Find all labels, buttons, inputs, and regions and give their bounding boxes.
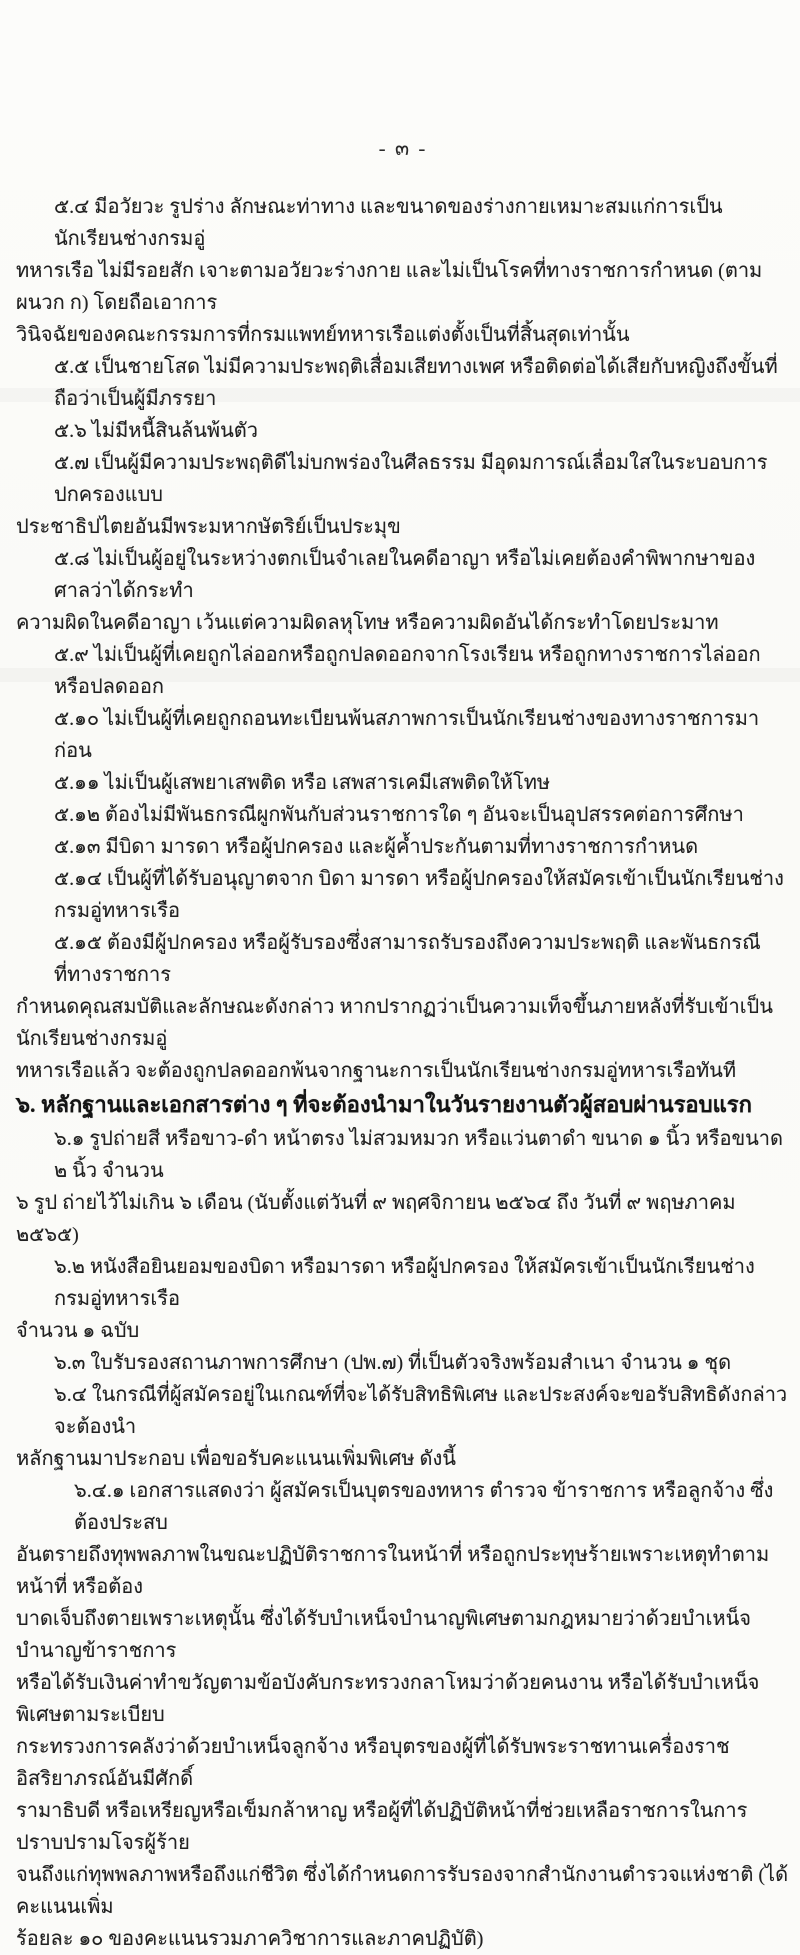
- clause-5-9: [16, 639, 790, 703]
- text-line: ๖.๒ หนังสือยินยอมของบิดา หรือมารดา หรือผู้ปกครอง ให้สมัครเข้าเป็นนักเรียนช่างกรมอู่ทหารเรือ: [54, 1256, 755, 1310]
- text-line: ๕.๑๐ ไม่เป็นผู้ที่เคยถูกถอนทะเบียนพ้นสภาพการเป็นนักเรียนช่างของทางราชการมาก่อน: [54, 708, 760, 762]
- text-line: ประชาธิปไตยอันมีพระมหากษัตริย์เป็นประมุข: [16, 516, 401, 538]
- text-line: ทหารเรือแล้ว จะต้องถูกปลดออกพ้นจากฐานะการเป็นนักเรียนช่างกรมอู่ทหารเรือทันที: [16, 1060, 737, 1082]
- text-line: ๕.๔ มีอวัยวะ รูปร่าง ลักษณะท่าทาง และขนาดของร่างกายเหมาะสมแก่การเป็นนักเรียนช่างกรมอู่: [54, 196, 723, 250]
- clause-5-12: [16, 799, 790, 831]
- text-line: ๕.๑๕ ต้องมีผู้ปกครอง หรือผู้รับรองซึ่งสามารถรับรองถึงความประพฤติ และพันธกรณีที่ทางราชการ: [54, 932, 761, 986]
- text-line: ๕.๑๑ ไม่เป็นผู้เสพยาเสพติด หรือ เสพสารเคมีเสพติดให้โทษ: [54, 772, 551, 794]
- text-line: วินิจฉัยของคณะกรรมการที่กรมแพทย์ทหารเรือแต่งตั้งเป็นที่สิ้นสุดเท่านั้น: [16, 324, 630, 346]
- clause-5-10: [16, 703, 790, 767]
- clause-5-8: [16, 543, 790, 639]
- text-line: หรือได้รับเงินค่าทำขวัญตามข้อบังคับกระทรวงกลาโหมว่าด้วยคนงาน หรือได้รับบำเหน็จพิเศษตามระเบียบ: [16, 1672, 760, 1726]
- text-line: ๖.๔ ในกรณีที่ผู้สมัครอยู่ในเกณฑ์ที่จะได้รับสิทธิพิเศษ และประสงค์จะขอรับสิทธิดังกล่าว จะต้องนำ: [54, 1384, 788, 1438]
- clause-5-11: [16, 767, 790, 799]
- clause-6-1: [16, 1123, 790, 1251]
- clause-5-15: [16, 927, 790, 1087]
- text-line: ๕.๙ ไม่เป็นผู้ที่เคยถูกไล่ออกหรือถูกปลดออกจากโรงเรียน หรือถูกทางราชการไล่ออก หรือปลดออก: [54, 644, 761, 698]
- text-line: ๕.๗ เป็นผู้มีความประพฤติดีไม่บกพร่องในศีลธรรม มีอุดมการณ์เลื่อมใสในระบอบการปกครองแบบ: [54, 452, 768, 506]
- clause-6-4: [16, 1379, 790, 1475]
- document-body: [16, 191, 790, 1955]
- text-line: จนถึงแก่ทุพพลภาพหรือถึงแก่ชีวิต ซึ่งได้กำหนดการรับรองจากสำนักงานตำรวจแห่งชาติ (ได้คะแนนเพิ่ม: [16, 1864, 789, 1918]
- text-line: ๖.๔.๑ เอกสารแสดงว่า ผู้สมัครเป็นบุตรของทหาร ตำรวจ ข้าราชการ หรือลูกจ้าง ซึ่งต้องประสบ: [74, 1480, 774, 1534]
- clause-6-4-1: [16, 1475, 790, 1955]
- text-line: ทหารเรือ ไม่มีรอยสัก เจาะตามอวัยวะร่างกาย และไม่เป็นโรคที่ทางราชการกำหนด (ตามผนวก ก) โดยถือเอาการ: [16, 260, 763, 314]
- text-line: ๕.๘ ไม่เป็นผู้อยู่ในระหว่างตกเป็นจำเลยในคดีอาญา หรือไม่เคยต้องคำพิพากษาของศาลว่าได้กระทำ: [54, 548, 756, 602]
- clause-5-7: [16, 447, 790, 543]
- text-line: กระทรวงการคลังว่าด้วยบำเหน็จลูกจ้าง หรือบุตรของผู้ที่ได้รับพระราชทานเครื่องราชอิสริยาภรณ์อันมีศักดิ์: [16, 1736, 730, 1790]
- text-line: ๖ รูป ถ่ายไว้ไม่เกิน ๖ เดือน (นับตั้งแต่วันที่ ๙ พฤศจิกายน ๒๕๖๔ ถึง วันที่ ๙ พฤษภาคม ๒๕๖๕): [16, 1192, 736, 1246]
- text-line: ๖. หลักฐานและเอกสารต่าง ๆ ที่จะต้องนำมาในวันรายงานตัวผู้สอบผ่านรอบแรก: [16, 1092, 752, 1117]
- text-line: จำนวน ๑ ฉบับ: [16, 1320, 140, 1342]
- text-line: รามาธิบดี หรือเหรียญหรือเข็มกล้าหาญ หรือผู้ที่ได้ปฏิบัติหน้าที่ช่วยเหลือราชการในการปราบปรามโจรผู้ร้าย: [16, 1800, 748, 1854]
- text-line: ๖.๑ รูปถ่ายสี หรือขาว-ดำ หน้าตรง ไม่สวมหมวก หรือแว่นตาดำ ขนาด ๑ นิ้ว หรือขนาด ๒ นิ้ว จำนวน: [54, 1128, 784, 1182]
- clause-5-13: [16, 831, 790, 863]
- text-line: ๖.๓ ใบรับรองสถานภาพการศึกษา (ปพ.๗) ที่เป็นตัวจริงพร้อมสำเนา จำนวน ๑ ชุด: [54, 1352, 732, 1374]
- text-line: บาดเจ็บถึงตายเพราะเหตุนั้น ซึ่งได้รับบำเหน็จบำนาญพิเศษตามกฎหมายว่าด้วยบำเหน็จบำนาญข้าราชการ: [16, 1608, 751, 1662]
- text-line: อันตรายถึงทุพพลภาพในขณะปฏิบัติราชการในหน้าที่ หรือถูกประทุษร้ายเพราะเหตุทำตามหน้าที่ หรือต้อง: [16, 1544, 770, 1598]
- text-line: หลักฐานมาประกอบ เพื่อขอรับคะแนนเพิ่มพิเศษ ดังนี้: [16, 1448, 456, 1470]
- text-line: ๕.๑๒ ต้องไม่มีพันธกรณีผูกพันกับส่วนราชการใด ๆ อันจะเป็นอุปสรรคต่อการศึกษา: [54, 804, 744, 826]
- text-line: ๕.๕ เป็นชายโสด ไม่มีความประพฤติเสื่อมเสียทางเพศ หรือติดต่อได้เสียกับหญิงถึงขั้นที่ถือว่าเป็นผู้มีภรรยา: [54, 356, 778, 410]
- clause-6-3: [16, 1347, 790, 1379]
- clause-5-4: [16, 191, 790, 351]
- text-line: ๕.๑๓ มีบิดา มารดา หรือผู้ปกครอง และผู้ค้ำประกันตามที่ทางราชการกำหนด: [54, 836, 699, 858]
- text-line: กำหนดคุณสมบัติและลักษณะดังกล่าว หากปรากฏว่าเป็นความเท็จขึ้นภายหลังที่รับเข้าเป็นนักเรียนช่างกรมอู่: [16, 996, 773, 1050]
- clause-6-2: [16, 1251, 790, 1347]
- clause-5-6: [16, 415, 790, 447]
- clause-5-5: [16, 351, 790, 415]
- text-line: ร้อยละ ๑๐ ของคะแนนรวมภาควิชาการและภาคปฏิบัติ): [16, 1928, 484, 1950]
- text-line: ๕.๖ ไม่มีหนี้สินล้นพ้นตัว: [54, 420, 258, 442]
- page-number: - ๓ -: [378, 136, 428, 160]
- text-line: ๕.๑๔ เป็นผู้ที่ได้รับอนุญาตจาก บิดา มารดา หรือผู้ปกครองให้สมัครเข้าเป็นนักเรียนช่างกรมอู่ทหารเรือ: [54, 868, 784, 922]
- text-line: ความผิดในคดีอาญา เว้นแต่ความผิดลหุโทษ หรือความผิดอันได้กระทำโดยประมาท: [16, 612, 719, 634]
- clause-5-14: [16, 863, 790, 927]
- section-6-heading: [16, 1087, 790, 1123]
